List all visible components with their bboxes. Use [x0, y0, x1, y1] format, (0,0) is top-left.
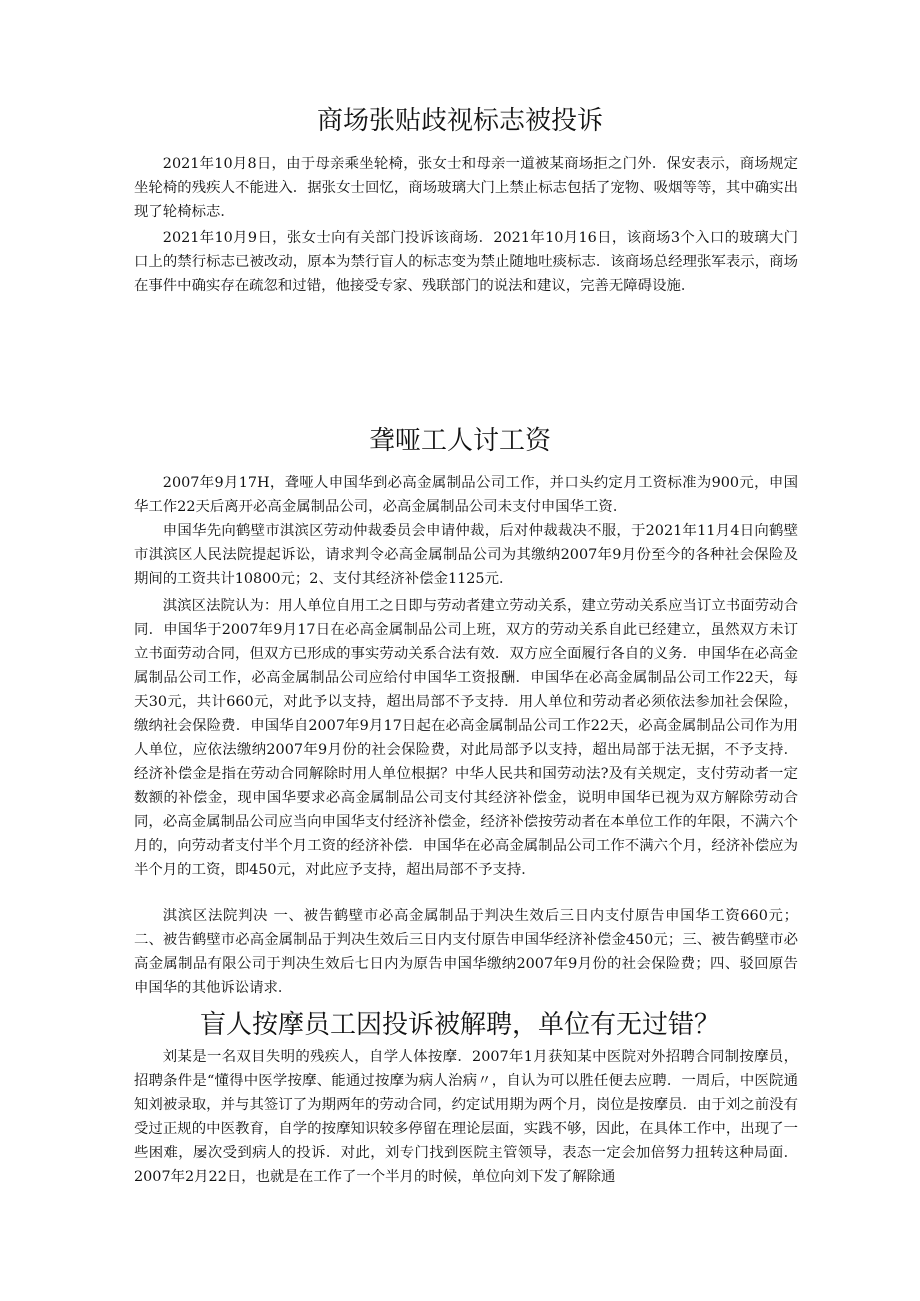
section-3-title: 盲人按摩员工因投诉被解聘，单位有无过错？ — [199, 1010, 720, 1040]
section-2-paragraph-2: 申国华先向鹤壁市淇滨区劳动仲裁委员会申请仲裁，后对仲裁裁决不服，于2021年11月4日向鹤壁市淇滨区人民法院提起诉讼，请求判令必高金属制品公司为其缴纳2007年9月份至今的各种社会保险及期间的工资共计10800元；2、支付其经济补偿金1125元． — [134, 523, 798, 587]
section-2-paragraph-1: 2007年9月17H，聋哑人申国华到必高金属制品公司工作，并口头约定月工资标准为900元，申国华工作22天后离开必高金属制品公司，必高金属制品公司未支付申国华工资． — [134, 475, 798, 515]
section-1-paragraph-2: 2021年10月9日，张女士向有关部门投诉该商场．2021年10月16日，该商场3个入口的玻璃大门口上的禁行标志已被改动，原本为禁行盲人的标志变为禁止随地吐痰标志．该商场总经理张军表示，商场在事件中确实存在疏忽和过错，他接受专家、残联部门的说法和建议，完善无障碍设施． — [134, 230, 798, 294]
section-1-title: 商场张贴歧视标志被投诉 — [316, 106, 603, 136]
section-1-paragraph-1: 2021年10月8日，由于母亲乘坐轮椅，张女士和母亲一道被某商场拒之门外．保安表示，商场规定坐轮椅的残疾人不能进入．据张女士回忆，商场玻璃大门上禁止标志包括了宠物、吸烟等等，其中确实出现了轮椅标志． — [134, 156, 798, 220]
section-2-paragraph-4: 淇滨区法院判决 一、被告鹤壁市必高金属制品于判决生效后三日内支付原告申国华工资660元；二、被告鹤壁市必高金属制品于判决生效后三日内支付原告申国华经济补偿金450元；三、被告鹤壁市必高金属制品有限公司于判决生效后七日内为原告申国华缴纳2007年9月份的社会保险费；四、驳回原告申国华的其他诉讼请求． — [134, 908, 798, 996]
section-2-title: 聋哑工人讨工资 — [368, 426, 551, 456]
section-2-paragraph-3: 淇滨区法院认为：用人单位自用工之日即与劳动者建立劳动关系，建立劳动关系应当订立书面劳动合同．申国华于2007年9月17日在必高金属制品公司上班，双方的劳动关系自此已经建立，虽然双方未订立书面劳动合同，但双方已形成的事实劳动关系合法有效．双方应全面履行各自的义务．申国华在必高金属制品公司工作，必高金属制品公司应给付申国华工资报酬．申国华在必高金属制品公司工作22天，每天30元，共计660元，对此予以支持，超出局部不予支持．用人单位和劳动者必须依法参加社会保险，缴纳社会保险费．申国华自2007年9月17日起在必高金属制品公司工作22天，必高金属制品公司作为用人单位，应依法缴纳2007年9月份的社会保险费，对此局部予以支持，超出局部于法无据，不予支持．经济补偿金是指在劳动合同解除时用人单位根据？中华人民共和国劳动法?及有关规定，支付劳动者一定数额的补偿金，现申国华要求必高金属制品公司支付其经济补偿金，说明申国华已视为双方解除劳动合同，必高金属制品公司应当向申国华支付经济补偿金，经济补偿按劳动者在本单位工作的年限，不满六个月的，向劳动者支付半个月工资的经济补偿．申国华在必高金属制品公司工作不满六个月，经济补偿应为半个月的工资，即450元，对此应予支持，超出局部不予支持． — [134, 598, 798, 878]
section-3-paragraph-1: 刘某是一名双目失明的残疾人，自学人体按摩．2007年1月获知某中医院对外招聘合同制按摩员，招聘条件是“懂得中医学按摩、能通过按摩为病人治病〃，自认为可以胜任便去应聘．一周后，中医院通知刘被录取，并与其签订了为期两年的劳动合同，约定试用期为两个月，岗位是按摩员．由于刘之前没有受过正规的中医教育，自学的按摩知识较多停留在理论层面，实践不够，因此，在具体工作中，出现了一些困难，屡次受到病人的投诉．对此，刘专门找到医院主管领导，表态一定会加倍努力扭转这种局面．2007年2月22日，也就是在工作了一个半月的时候，单位向刘下发了解除通 — [134, 1049, 798, 1185]
